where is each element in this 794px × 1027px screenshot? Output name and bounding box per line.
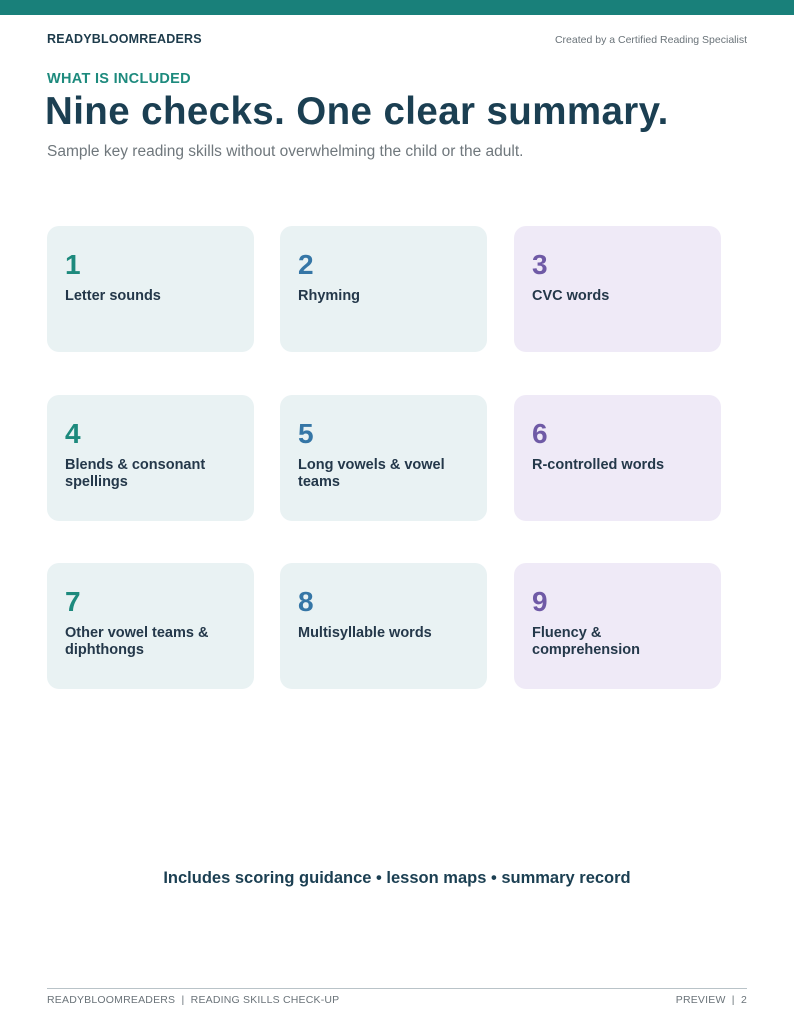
skill-checks-grid xyxy=(47,226,721,690)
includes-summary: Includes scoring guidance • lesson maps • summary record xyxy=(163,869,631,887)
brand-name: READYBLOOMREADERS xyxy=(47,32,202,46)
check-number: 8 xyxy=(298,586,314,617)
check-label: R-controlled words xyxy=(532,457,665,473)
check-number: 9 xyxy=(532,586,548,617)
check-number: 2 xyxy=(298,249,314,280)
skill-check-card xyxy=(514,563,721,689)
skill-check-card xyxy=(47,395,254,521)
skill-check-card xyxy=(514,226,721,352)
page-title: Nine checks. One clear summary. xyxy=(45,90,669,133)
footer-page-number: PREVIEW | 2 xyxy=(675,994,747,1006)
check-label: Long vowels & vowel teams xyxy=(298,457,445,490)
top-accent-bar xyxy=(0,0,794,15)
skill-check-card xyxy=(47,563,254,689)
section-eyebrow: WHAT IS INCLUDED xyxy=(47,71,191,87)
footer-document-title: READYBLOOMREADERS | READING SKILLS CHECK-UP xyxy=(47,994,340,1006)
footer-divider xyxy=(47,988,747,989)
check-label: Fluency & comprehension xyxy=(532,625,640,658)
check-number: 3 xyxy=(532,249,548,280)
check-number: 7 xyxy=(65,586,81,617)
check-number: 4 xyxy=(65,418,81,449)
check-number: 6 xyxy=(532,418,548,449)
check-label: CVC words xyxy=(532,288,610,304)
check-label: Other vowel teams & diphthongs xyxy=(65,625,209,658)
check-label: Blends & consonant spellings xyxy=(65,457,206,490)
check-number: 1 xyxy=(65,249,81,280)
skill-check-card xyxy=(514,395,721,521)
creator-credit: Created by a Certified Reading Specialist xyxy=(554,34,747,46)
page-subtitle: Sample key reading skills without overwhelming the child or the adult. xyxy=(47,143,524,160)
skill-check-card xyxy=(280,395,487,521)
skill-check-card xyxy=(280,226,487,352)
check-label: Rhyming xyxy=(298,288,361,304)
skill-check-card xyxy=(280,563,487,689)
check-number: 5 xyxy=(298,418,314,449)
check-label: Letter sounds xyxy=(65,288,161,304)
skill-check-card xyxy=(47,226,254,352)
check-label: Multisyllable words xyxy=(298,625,432,641)
